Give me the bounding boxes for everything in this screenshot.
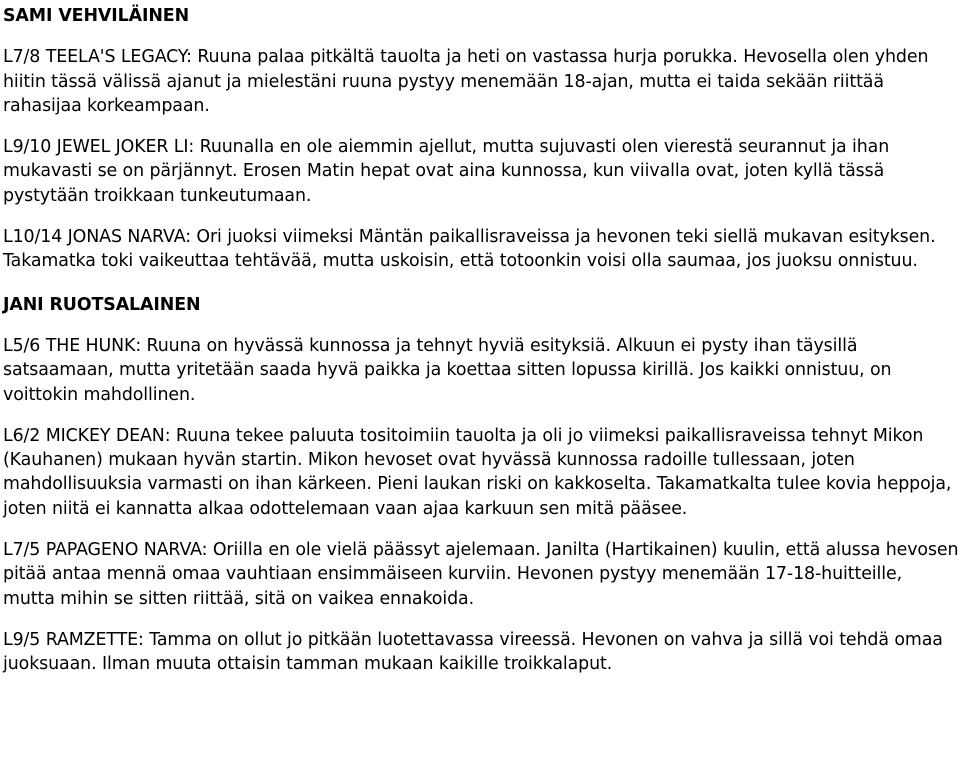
entry-the-hunk: L5/6 THE HUNK: Ruuna on hyvässä kunnossa ja tehnyt hyviä esityksiä. Alkuun ei pysty ihan täysillä satsaamaan, mutta yritetään saada hyvä paikka ja koettaa sitten lopussa kirillä. Jos kaikki onnistuu, on voittokin mahdollinen. — [3, 335, 892, 405]
entry-jewel-joker-li: L9/10 JEWEL JOKER LI: Ruunalla en ole aiemmin ajellut, mutta sujuvasti olen vierestä seurannut ja ihan mukavasti se on pärjännyt. Erosen Matin hepat ovat aina kunnossa, kun viivalla ovat, joten kyllä tässä pystytään troikkaan tunkeutumaan. — [3, 137, 890, 206]
entry-teelas-legacy: L7/8 TEELA'S LEGACY: Ruuna palaa pitkältä tauolta ja heti on vastassa hurja porukka. Hevosella olen yhden hiitin tässä välissä ajanut ja mielestäni ruuna pystyy menemään 18-ajan, mutta ei taida sekään riittää rahasijaa korkeampaan. — [3, 47, 929, 116]
entry-jonas-narva: L10/14 JONAS NARVA: Ori juoksi viimeksi Mäntän paikallisraveissa ja hevonen teki siellä mukavan esityksen. Takamatka toki vaikeuttaa tehtävää, mutta uskoisin, että totoonkin voisi olla saumaa, jos juoksu onnistuu. — [3, 227, 936, 272]
section-heading-sami-vehvilainen: SAMI VEHVILÄINEN — [3, 6, 190, 26]
entry-mickey-dean: L6/2 MICKEY DEAN: Ruuna tekee paluuta tositoimiin tauolta ja oli jo viimeksi paikallisraveissa tehnyt Mikon (Kauhanen) mukaan hyvän startin. Mikon hevoset ovat hyvässä kunnossa radoille tullessaan, joten mahdollisuuksia varmasti on ihan kärkeen. Pieni laukan riski on kakkoselta. Takamatkalta tulee kovia heppoja, joten niitä ei kannatta alkaa odottelemaan vaan ajaa karkuun sen mitä pääsee. — [3, 425, 952, 519]
entry-papageno-narva: L7/5 PAPAGENO NARVA: Oriilla en ole vielä päässyt ajelemaan. Janilta (Hartikainen) kuulin, että alussa hevosen pitää antaa mennä omaa vauhtiaan ensimmäiseen kurviin. Hevonen pystyy menemään 17-18-huitteille, mutta mihin se sitten riittää, sitä on vaikea ennakoida. — [3, 540, 959, 609]
section-heading-jani-ruotsalainen: JANI RUOTSALAINEN — [3, 294, 201, 315]
entry-ramzette: L9/5 RAMZETTE: Tamma on ollut jo pitkään luotettavassa vireessä. Hevonen on vahva ja sillä voi tehdä omaa juoksuaan. Ilman muuta ottaisin tamman mukaan kaikille troikkalaput. — [3, 629, 943, 675]
